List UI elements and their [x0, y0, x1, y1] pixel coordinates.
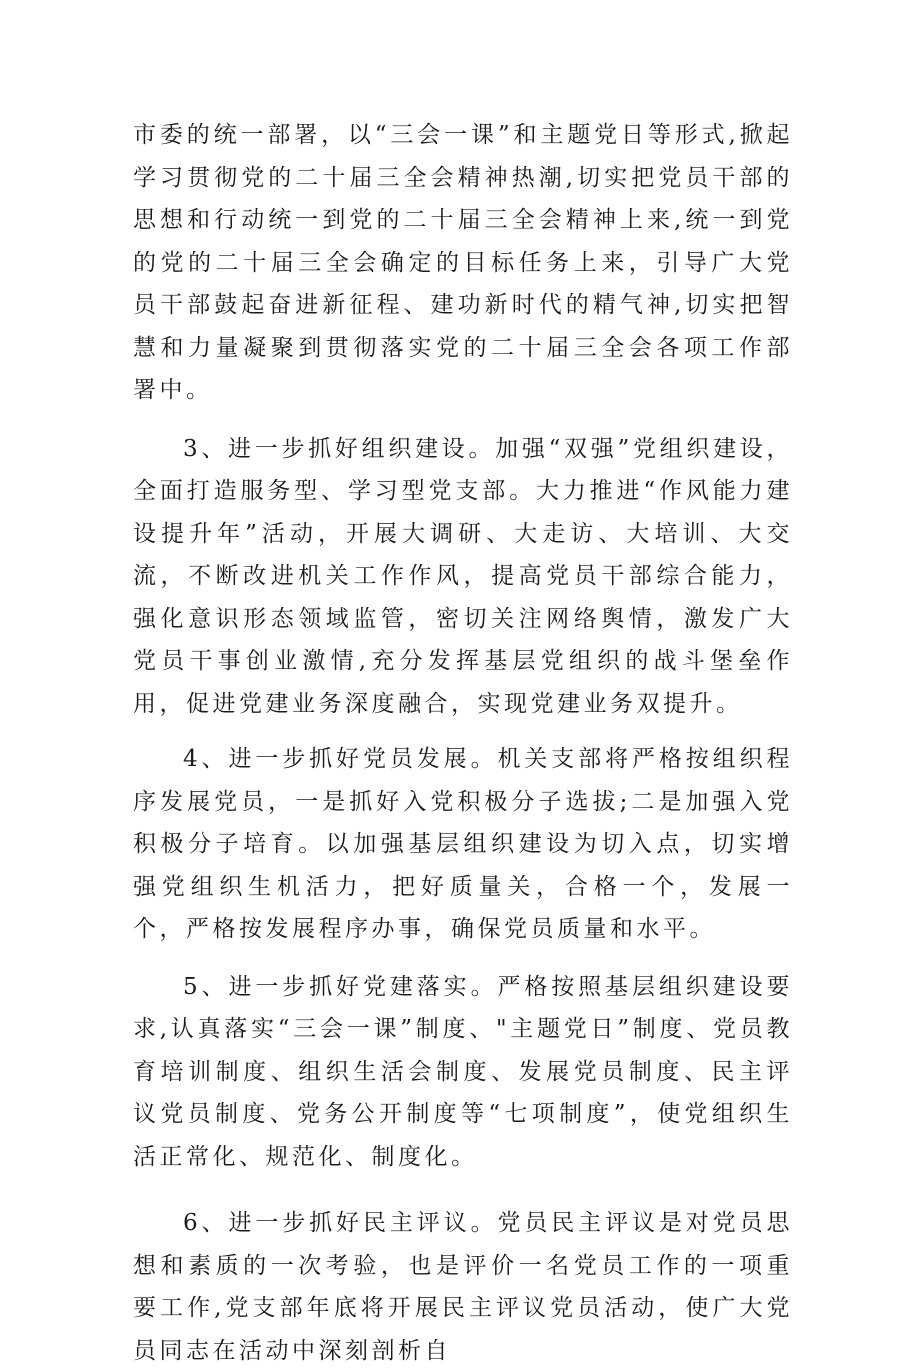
document-body [133, 114, 793, 1372]
paragraph-democratic-evaluation: 6、进一步抓好民主评议。党员民主评议是对党员思想和素质的一次考验，也是评价一名党员工作的一项重要工作,党支部年底将开展民主评议党员活动，使广大党员同志在活动中深刻剖析自 [133, 1210, 793, 1364]
paragraph-party-building-implementation: 5、进一步抓好党建落实。严格按照基层组织建设要求,认真落实“三会一课”制度、"主题党日”制度、党员教育培训制度、组织生活会制度、发展党员制度、民主评议党员制度、党务公开制度等“七项制度”，使党组织生活正常化、规范化、制度化。 [133, 973, 793, 1170]
paragraph-organization-building: 3、进一步抓好组织建设。加强“双强”党组织建设，全面打造服务型、学习型党支部。大力推进“作风能力建设提升年”活动，开展大调研、大走访、大培训、大交流，不断改进机关工作作风，提高党员干部综合能力，强化意识形态领域监管，密切关注网络舆情，激发广大党员干事创业激情,充分发挥基层党组织的战斗堡垒作用，促进党建业务深度融合，实现党建业务双提升。 [133, 435, 793, 717]
paragraph-continuation: 市委的统一部署，以“三会一课”和主题党日等形式,掀起学习贯彻党的二十届三全会精神热潮,切实把党员干部的思想和行动统一到党的二十届三全会精神上来,统一到党的党的二十届三全会确定的目标任务上来，引导广大党员干部鼓起奋进新征程、建功新时代的精气神,切实把智慧和力量凝聚到贯彻落实党的二十届三全会各项工作部署中。 [133, 122, 793, 403]
paragraph-member-development: 4、进一步抓好党员发展。机关支部将严格按组织程序发展党员，一是抓好入党积极分子选拔;二是加强入党积极分子培育。以加强基层组织建设为切入点，切实增强党组织生机活力，把好质量关，合格一个，发展一个，严格按发展程序办事，确保党员质量和水平。 [133, 746, 793, 942]
